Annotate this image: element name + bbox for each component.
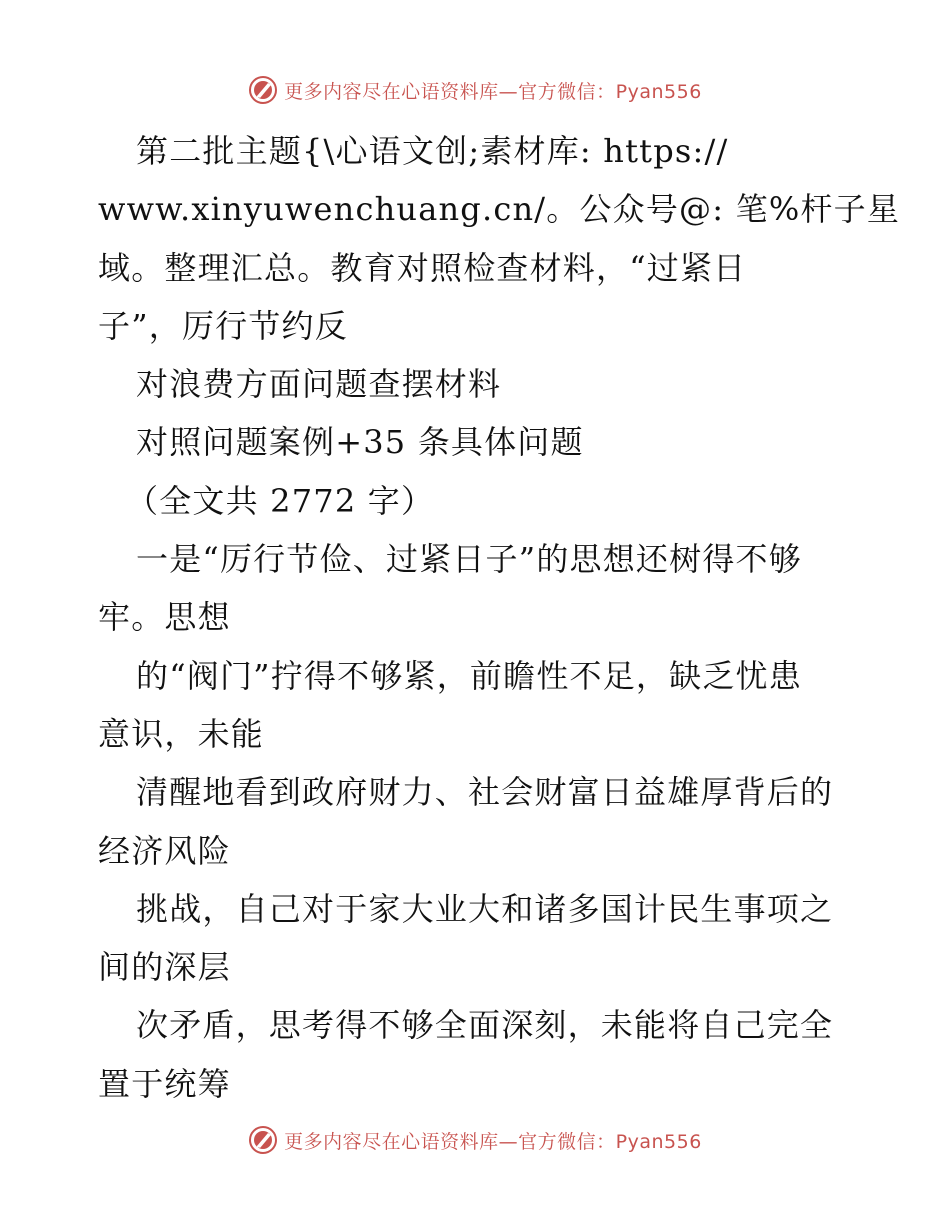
quill-pen-logo-icon [248, 75, 278, 105]
body-line-3: 域。整理汇总。教育对照检查材料，“过紧日 [98, 248, 747, 287]
footer-watermark-text: 更多内容尽在心语资料库—官方微信：Pyan556 [284, 1130, 702, 1153]
body-line-9: 牢。思想 [98, 598, 231, 637]
body-line-13: 经济风险 [98, 831, 231, 870]
body-line-10: 的“阀门”拧得不够紧，前瞻性不足，缺乏忧患 [136, 656, 802, 695]
body-line-5: 对浪费方面问题查摆材料 [136, 365, 502, 404]
body-line-14: 挑战，自己对于家大业大和诸多国计民生事项之 [136, 889, 834, 928]
body-line-1: 第二批主题{\心语文创;素材库: https:// [136, 132, 729, 170]
body-line-15: 间的深层 [98, 948, 231, 987]
body-line-4: 子”，厉行节约反 [98, 306, 348, 345]
body-line-7: （全文共 2772 字） [126, 481, 435, 520]
quill-pen-logo-icon [248, 1125, 278, 1155]
document-body [98, 122, 901, 1113]
footer-watermark [0, 1122, 950, 1158]
header-watermark [0, 72, 950, 108]
body-line-11: 意识，未能 [98, 714, 265, 753]
body-line-17: 置于统筹 [98, 1064, 231, 1103]
body-line-6: 对照问题案例+35 条具体问题 [136, 423, 584, 462]
body-line-8: 一是“厉行节俭、过紧日子”的思想还树得不够 [136, 540, 802, 579]
header-watermark-text: 更多内容尽在心语资料库—官方微信：Pyan556 [284, 80, 702, 103]
body-line-12: 清醒地看到政府财力、社会财富日益雄厚背后的 [136, 773, 834, 812]
body-line-16: 次矛盾，思考得不够全面深刻，未能将自己完全 [136, 1006, 834, 1045]
body-line-2: www.xinyuwenchuang.cn/。公众号@: 笔%杆子星 [98, 190, 901, 229]
